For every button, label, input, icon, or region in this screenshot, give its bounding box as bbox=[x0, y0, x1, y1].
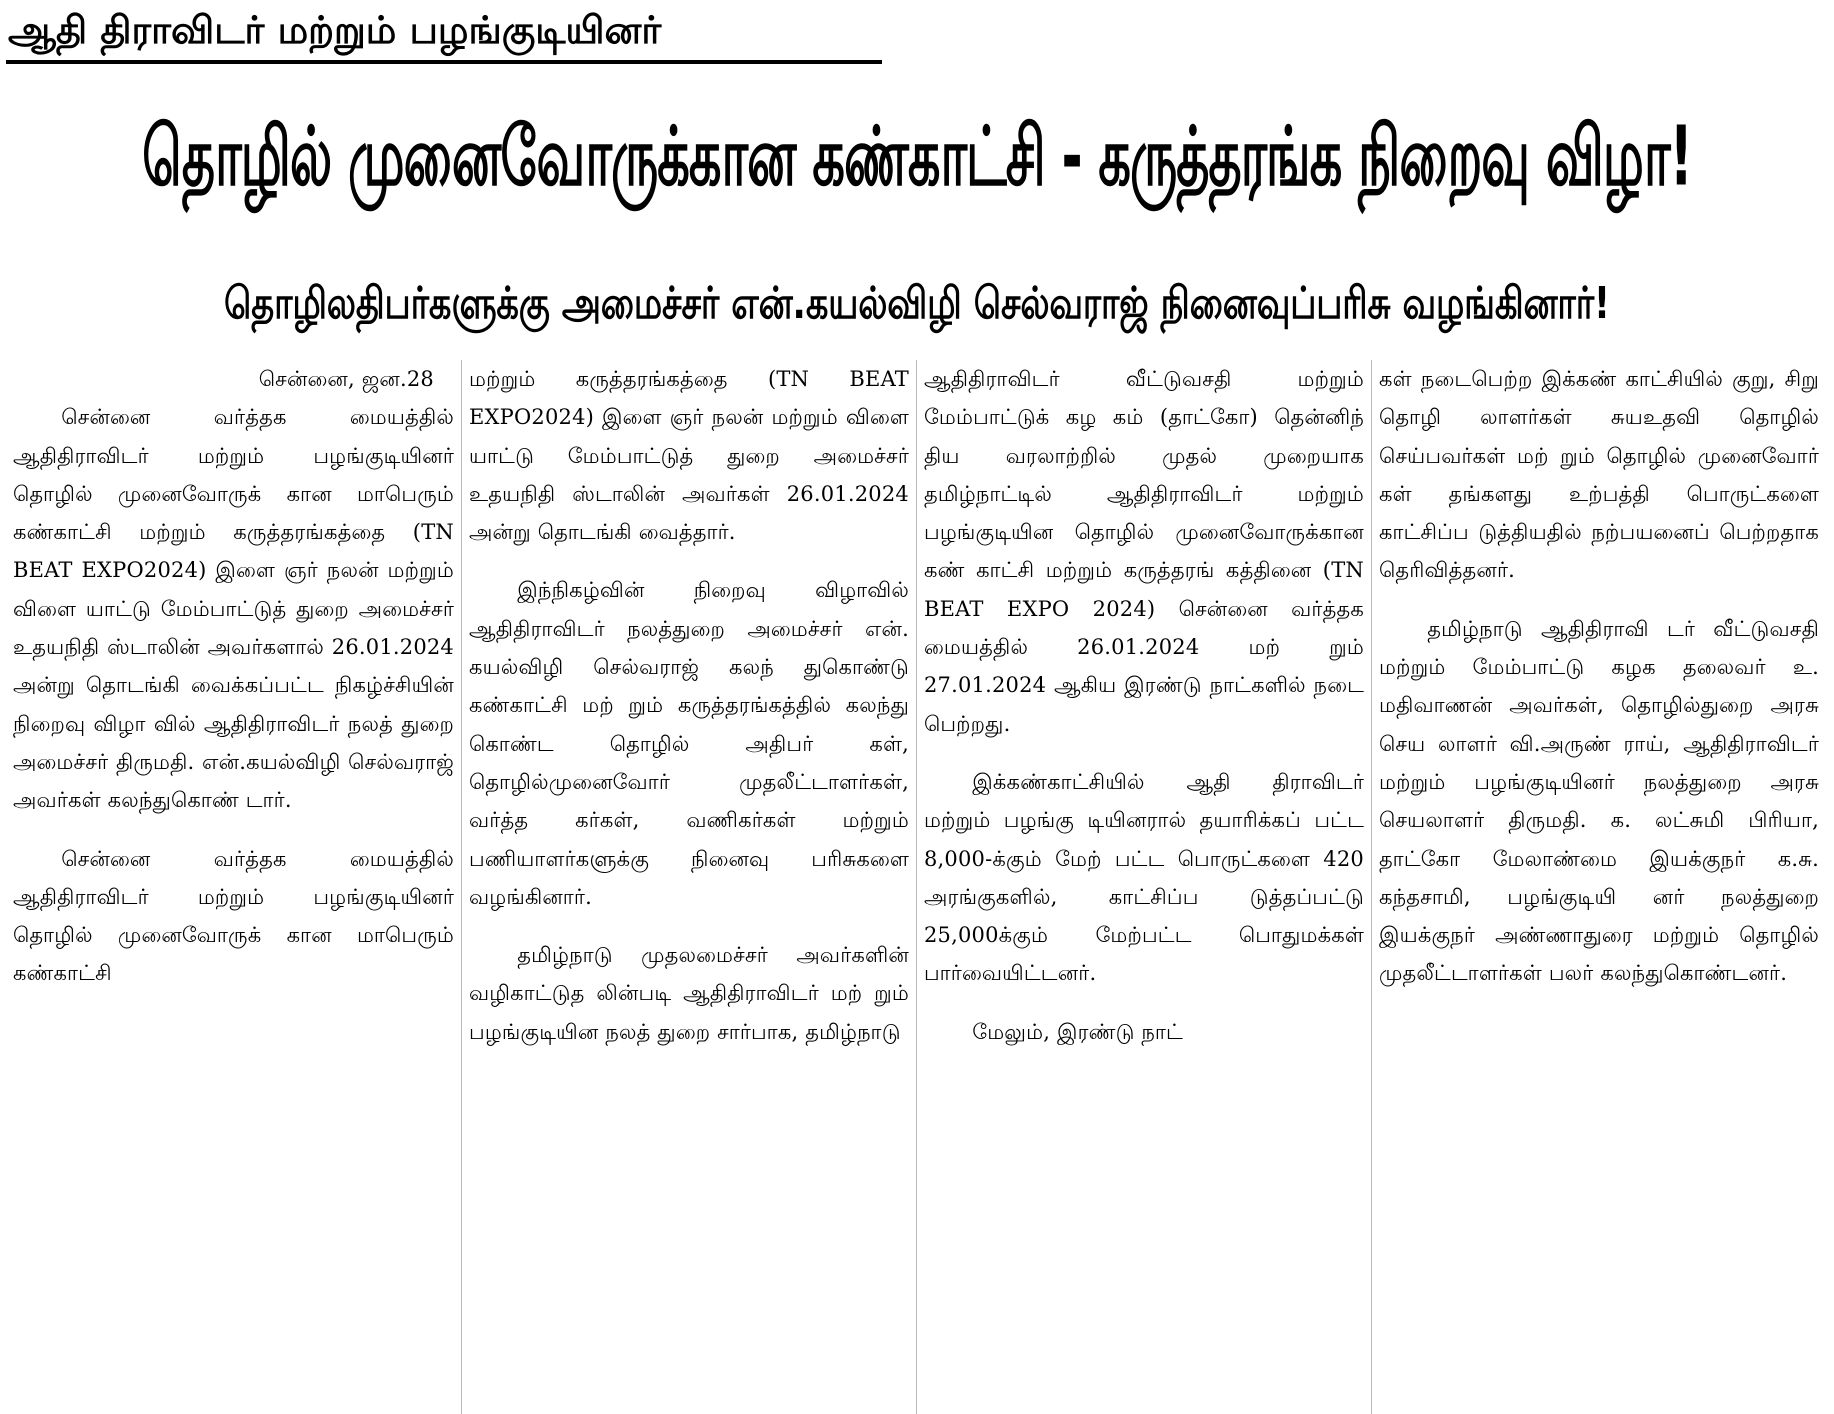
article-column-1 bbox=[6, 360, 461, 1414]
paragraph: ஆதிதிராவிடர் வீட்டுவசதி மற்றும் மேம்பாட்டுக் கழ கம் (தாட்கோ) தென்னிந் திய வரலாற்றில் முதல் முறையாக தமிழ்நாட்டில் ஆதிதிராவிடர் மற்றும் பழங்குடியின தொழில் முனைவோருக்கான கண் காட்சி மற்றும் கருத்தரங் கத்தினை (TN BEAT EXPO 2024) சென்னை வர்த்தக மையத்தில் 26.01.2024 மற் றும் 27.01.2024 ஆகிய இரண்டு நாட்களில் நடை பெற்றது. bbox=[924, 367, 1364, 736]
paragraph: தமிழ்நாடு முதலமைச்சர் அவர்களின் வழிகாட்டுத லின்படி ஆதிதிராவிடர் மற் றும் பழங்குடியின நலத் துறை சார்பாக, தமிழ்நாடு bbox=[469, 943, 909, 1044]
paragraph: மற்றும் கருத்தரங்கத்தை (TN BEAT EXPO2024) இளை ஞர் நலன் மற்றும் விளை யாட்டு மேம்பாட்டுத் துறை அமைச்சர் உதயநிதி ஸ்டாலின் அவர்கள் 26.01.2024 அன்று தொடங்கி வைத்தார். bbox=[469, 367, 909, 545]
paragraph: மேலும், இரண்டு நாட் bbox=[972, 1019, 1183, 1044]
paragraph: இந்நிகழ்வின் நிறைவு விழாவில் ஆதிதிராவிடர் நலத்துறை அமைச்சர் என். கயல்விழி செல்வராஜ் கலந் துகொண்டு கண்காட்சி மற் றும் கருத்தரங்கத்தில் கலந்து கொண்ட தொழில் அதிபர் கள், தொழில்முனைவோர் முதலீட்டாளர்கள், வர்த்த கர்கள், வணிகர்கள் மற்றும் பணியாளர்களுக்கு நினைவு பரிசுகளை வழங்கினார். bbox=[469, 578, 909, 909]
paragraph: தமிழ்நாடு ஆதிதிராவி டர் வீட்டுவசதி மற்றும் மேம்பாட்டு கழக தலைவர் உ. மதிவாணன் அவர்கள், தொழில்துறை அரசு செய லாளர் வி.அருண் ராய், ஆதிதிராவிடர் மற்றும் பழங்குடியினர் நலத்துறை அரசு செயலாளர் திருமதி. க. லட்சுமி பிரியா, தாட்கோ மேலாண்மை இயக்குநர் க.சு. கந்தசாமி, பழங்குடியி னர் நலத்துறை இயக்குநர் அண்ணாதுரை மற்றும் தொழில் முதலீட்டாளர்கள் பலர் கலந்துகொண்டனர். bbox=[1379, 616, 1819, 986]
article-column-4 bbox=[1371, 360, 1826, 1414]
article-columns bbox=[6, 360, 1828, 1414]
paragraph: சென்னை வர்த்தக மையத்தில் ஆதிதிராவிடர் மற்றும் பழங்குடியினர் தொழில் முனைவோருக் கான மாபெரும் கண்காட்சி மற்றும் கருத்தரங்கத்தை (TN BEAT EXPO2024) இளை ஞர் நலன் மற்றும் விளை யாட்டு மேம்பாட்டுத் துறை அமைச்சர் உதயநிதி ஸ்டாலின் அவர்களால் 26.01.2024 அன்று தொடங்கி வைக்கப்பட்ட நிகழ்ச்சியின் நிறைவு விழா வில் ஆதிதிராவிடர் நலத் துறை அமைச்சர் திருமதி. என்.கயல்விழி செல்வராஜ் அவர்கள் கலந்துகொண் டார். bbox=[13, 405, 454, 813]
dateline: சென்னை, ஜன.28 bbox=[258, 367, 434, 391]
subheadline: தொழிலதிபர்களுக்கு அமைச்சர் என்.கயல்விழி செல்வராஜ் நினைவுப்பரிசு வழங்கினார்! bbox=[224, 279, 1610, 329]
article-column-3 bbox=[916, 360, 1371, 1414]
headline: தொழில் முனைவோருக்கான கண்காட்சி - கருத்தரங்க நிறைவு விழா! bbox=[142, 111, 1692, 206]
paragraph: சென்னை வர்த்தக மையத்தில் ஆதிதிராவிடர் மற்றும் பழங்குடியினர் தொழில் முனைவோருக் கான மாபெரும் கண்காட்சி bbox=[13, 846, 454, 986]
paragraph: கள் நடைபெற்ற இக்கண் காட்சியில் குறு, சிறு தொழி லாளர்கள் சுயஉதவி தொழில் செய்பவர்கள் மற் றும் தொழில் முனைவோர் கள் தங்களது உற்பத்தி பொருட்களை காட்சிப்ப டுத்தியதில் நற்பயனைப் பெற்றதாக தெரிவித்தனர். bbox=[1379, 367, 1819, 583]
article-column-2 bbox=[461, 360, 916, 1414]
section-kicker: ஆதி திராவிடர் மற்றும் பழங்குடியினர் bbox=[8, 8, 662, 52]
paragraph: இக்கண்காட்சியில் ஆதி திராவிடர் மற்றும் பழங்கு டியினரால் தயாரிக்கப் பட்ட 8,000-க்கும் மேற் பட்ட பொருட்களை 420 அரங்குகளில், காட்சிப்ப டுத்தப்பட்டு 25,000க்கும் மேற்பட்ட பொதுமக்கள் பார்வையிட்டனர். bbox=[924, 769, 1364, 986]
